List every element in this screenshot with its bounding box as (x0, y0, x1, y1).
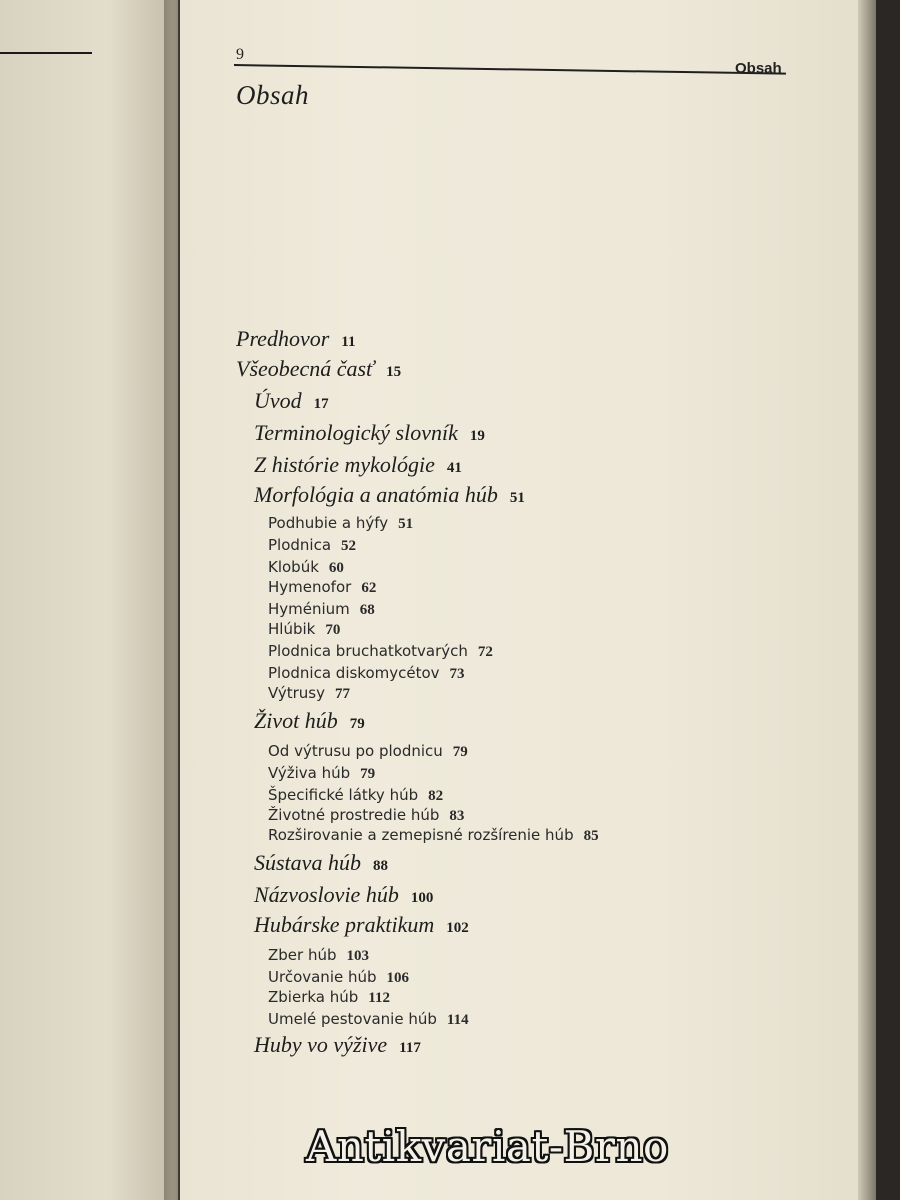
toc-entry (236, 326, 355, 352)
left-page (0, 0, 178, 1200)
toc-entry-page: 19 (469, 428, 485, 444)
toc-entry-page: 83 (449, 808, 465, 824)
toc-entry (268, 742, 468, 761)
toc-entry (268, 536, 356, 555)
toc-entry (268, 558, 344, 577)
toc-entry-label: Plodnica diskomycétov (268, 664, 440, 682)
toc-entry (268, 620, 340, 639)
toc-entry-page: 51 (509, 490, 525, 506)
toc-entry-page: 17 (313, 396, 329, 412)
toc-entry (254, 850, 388, 876)
toc-entry-page: 79 (349, 716, 365, 732)
toc-entry-page: 15 (386, 364, 402, 380)
toc-entry-label: Predhovor (236, 326, 330, 351)
toc-entry-page: 112 (368, 990, 390, 1006)
toc-entry-page: 11 (341, 334, 356, 350)
toc-entry (254, 452, 462, 478)
toc-entry-page: 79 (452, 744, 468, 760)
toc-entry (268, 664, 465, 683)
toc-entry-label: Plodnica bruchatkotvarých (268, 642, 468, 660)
toc-entry (254, 420, 485, 446)
toc-entry (268, 600, 375, 619)
toc-entry-label: Zber húb (268, 946, 337, 964)
toc-entry (254, 388, 329, 414)
toc-entry-label: Umelé pestovanie húb (268, 1010, 437, 1028)
toc-entry (268, 806, 464, 825)
toc-entry-label: Zbierka húb (268, 988, 359, 1006)
toc-entry (254, 482, 525, 508)
toc-entry (268, 968, 409, 987)
toc-entry-label: Špecifické látky húb (268, 786, 419, 804)
toc-entry-label: Úvod (254, 388, 302, 413)
toc-entry (268, 826, 599, 845)
page-number: 9 (236, 46, 244, 63)
toc-entry (268, 684, 350, 703)
toc-entry-label: Hymenofor (268, 578, 352, 596)
toc-entry (268, 514, 413, 533)
toc-entry-page: 52 (341, 538, 357, 554)
toc-entry-label: Určovanie húb (268, 968, 377, 986)
toc-entry-label: Podhubie a hýfy (268, 514, 389, 532)
toc-entry (254, 708, 365, 734)
toc-entry-label: Klobúk (268, 558, 319, 576)
toc-entry-page: 103 (346, 948, 369, 964)
toc-entry-label: Všeobecná časť (236, 356, 375, 381)
toc-entry-label: Od výtrusu po plodnicu (268, 742, 443, 760)
toc-entry-page: 106 (386, 970, 410, 986)
toc-entry-page: 60 (328, 560, 344, 576)
toc-entry-page: 100 (410, 890, 434, 906)
toc-entry-label: Výživa húb (268, 764, 351, 782)
running-title: Obsah (735, 60, 782, 77)
toc-entry-label: Morfológia a anatómia húb (254, 482, 498, 507)
toc-entry-page: 68 (359, 602, 375, 618)
toc-entry (268, 786, 443, 805)
toc-entry (268, 764, 375, 783)
toc-entry-label: Hlúbik (268, 620, 316, 638)
toc-entry-page: 77 (334, 686, 350, 702)
toc-entry-page: 117 (399, 1040, 421, 1056)
toc-entry (268, 642, 493, 661)
toc-entry-label: Z histórie mykológie (254, 452, 435, 477)
toc-entry-label: Hyménium (268, 600, 350, 618)
toc-entry-page: 70 (325, 622, 341, 638)
toc-entry (268, 988, 390, 1007)
toc-entry-label: Výtrusy (268, 684, 325, 702)
page-edge (858, 0, 876, 1200)
toc-entry-page: 82 (428, 788, 444, 804)
page-title: Obsah (236, 80, 310, 110)
toc-entry-page: 72 (477, 644, 493, 660)
toc-entry-page: 73 (449, 666, 465, 682)
toc-entry-label: Terminologický slovník (254, 420, 458, 445)
toc-entry-label: Hubárske praktikum (254, 912, 435, 937)
toc-entry-label: Rozširovanie a zemepisné rozšírenie húb (268, 826, 574, 844)
toc-entry-page: 41 (446, 460, 462, 476)
toc-entry-label: Životné prostredie húb (268, 806, 440, 824)
toc-entry-page: 79 (360, 766, 376, 782)
toc-entry-label: Život húb (254, 708, 338, 733)
toc-entry-page: 114 (446, 1012, 469, 1028)
left-page-rule (0, 52, 92, 54)
toc-entry-label: Názvoslovie húb (254, 882, 399, 907)
toc-entry (236, 356, 401, 382)
toc-entry-label: Huby vo výžive (254, 1032, 388, 1057)
toc-entry (268, 578, 376, 597)
toc-entry-page: 88 (372, 858, 388, 874)
toc-entry (254, 912, 469, 938)
toc-entry (254, 882, 433, 908)
toc-entry-label: Plodnica (268, 536, 332, 554)
toc-entry (268, 946, 369, 965)
toc-entry-page: 51 (398, 516, 414, 532)
toc-entry-page: 62 (361, 580, 377, 596)
toc-entry-label: Sústava húb (254, 850, 361, 875)
toc-entry-page: 102 (446, 920, 469, 936)
toc-entry (268, 1010, 469, 1029)
watermark: Antikvariat-Brno (306, 1122, 669, 1171)
toc-entry (254, 1032, 421, 1058)
toc-entry-page: 85 (583, 828, 599, 844)
